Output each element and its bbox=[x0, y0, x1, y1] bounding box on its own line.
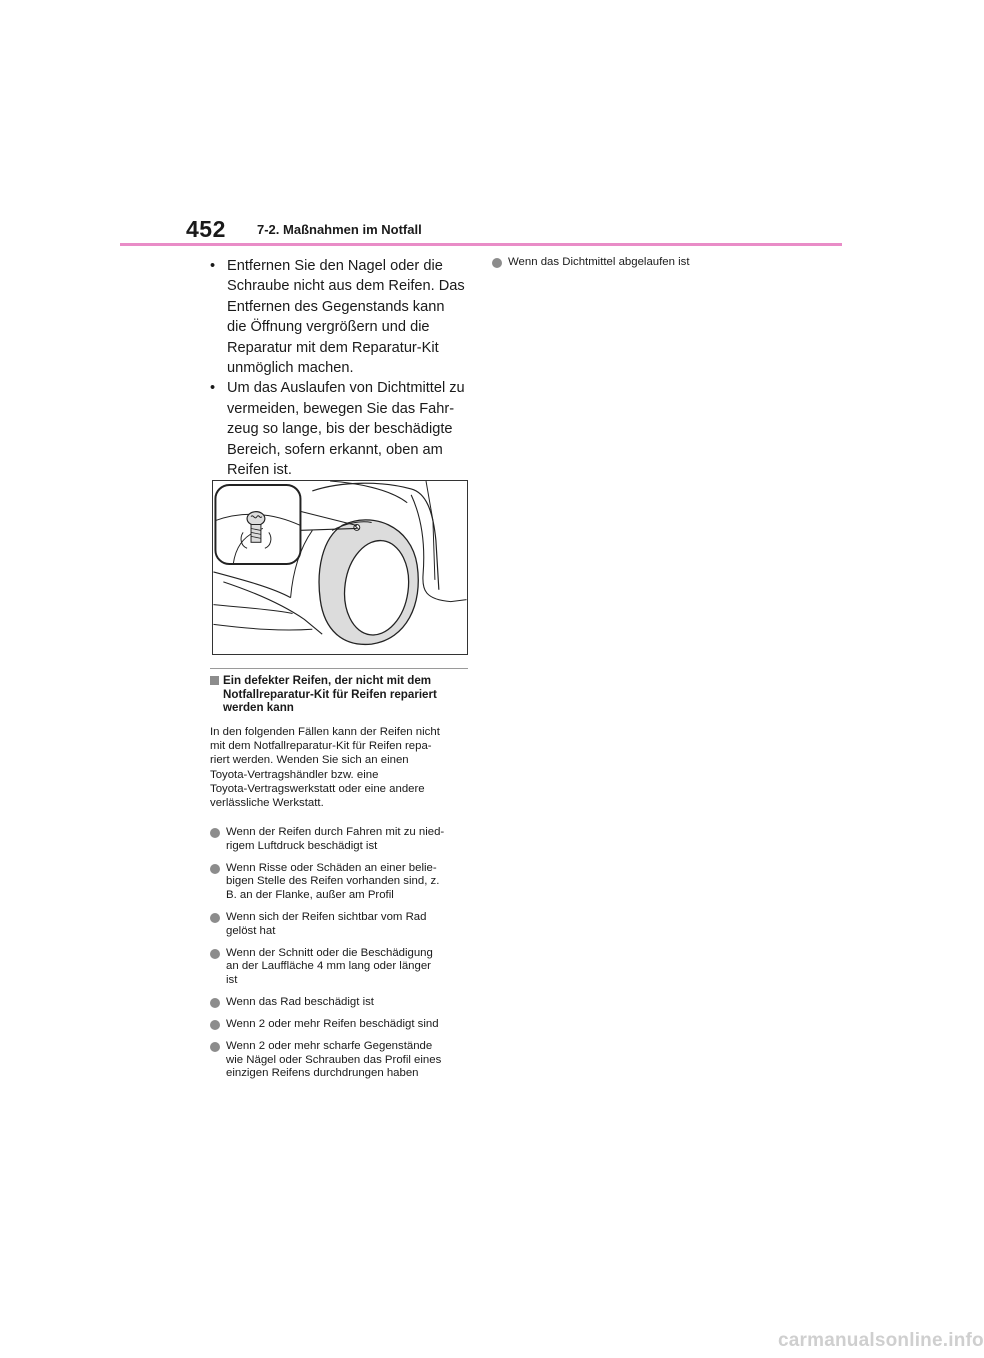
tire-nail-figure bbox=[212, 480, 468, 655]
bullet-circle-icon bbox=[492, 258, 502, 268]
tire-with-nail-illustration-icon bbox=[213, 481, 467, 654]
top-bullet-list bbox=[210, 256, 470, 480]
list-item-text: Wenn das Rad beschädigt ist bbox=[226, 995, 374, 1008]
list-item bbox=[210, 862, 472, 903]
bullet-marker: • bbox=[210, 380, 216, 397]
bullet-line: Entfernen des Gegenstands kann bbox=[227, 298, 445, 315]
bullet-circle-icon bbox=[210, 1042, 220, 1052]
bullet-circle-icon bbox=[210, 864, 220, 874]
bullet-line: Entfernen Sie den Nagel oder die bbox=[227, 258, 443, 274]
list-item bbox=[210, 1018, 472, 1032]
bullet-circle-icon bbox=[210, 949, 220, 959]
list-item bbox=[210, 911, 472, 938]
list-item-text: Wenn 2 oder mehr Reifen beschädigt sind bbox=[226, 1018, 439, 1031]
list-item bbox=[210, 826, 472, 853]
list-item bbox=[210, 256, 470, 378]
list-item bbox=[210, 947, 472, 988]
subsection-paragraph: In den folgenden Fällen kann der Reifen nicht mit dem Notfallreparatur-Kit für Reifen repa- riert werden. Wenden Sie sich an einen Toyota-Vertragshändler bzw. eine Toyota-Vertragswerkstatt oder eine andere verlässliche Werkstatt. bbox=[210, 726, 440, 810]
list-item bbox=[210, 996, 472, 1010]
bullet-line: Um das Auslaufen von Dichtmittel zu bbox=[227, 380, 465, 397]
bullet-circle-icon bbox=[210, 998, 220, 1008]
list-item bbox=[210, 378, 470, 480]
subsection-rule bbox=[210, 668, 468, 669]
page-number: 452 bbox=[186, 216, 226, 242]
list-item bbox=[492, 256, 752, 270]
right-column bbox=[492, 256, 752, 270]
list-item-text: Wenn Risse oder Schäden an einer belie- bigen Stelle des Reifen vorhanden sind, z. B. an der Flanke, außer am Profil bbox=[226, 861, 440, 901]
tire-bullet-list bbox=[210, 826, 472, 1089]
bullet-line: zeug so lange, bis der beschädigte bbox=[227, 421, 453, 438]
bullet-line: Bereich, sofern erkannt, oben am bbox=[227, 441, 443, 458]
header-rule bbox=[120, 243, 842, 246]
subsection-heading bbox=[210, 674, 468, 715]
list-item-text: Wenn sich der Reifen sichtbar vom Rad gelöst hat bbox=[226, 910, 427, 937]
section-title: 7-2. Maßnahmen im Notfall bbox=[257, 222, 422, 237]
bullet-circle-icon bbox=[210, 913, 220, 923]
list-item bbox=[210, 1040, 472, 1081]
bullet-line: vermeiden, bewegen Sie das Fahr- bbox=[227, 400, 455, 417]
list-item-text: Wenn der Reifen durch Fahren mit zu nied- rigem Luftdruck beschädigt ist bbox=[226, 826, 445, 852]
left-column bbox=[210, 256, 470, 480]
bullet-line: Schraube nicht aus dem Reifen. Das bbox=[227, 278, 465, 295]
list-item-text: Wenn der Schnitt oder die Beschädigung an der Lauffläche 4 mm lang oder länger ist bbox=[226, 946, 433, 986]
bullet-circle-icon bbox=[210, 828, 220, 838]
list-item-text: Wenn 2 oder mehr scharfe Gegenstände wie Nägel oder Schrauben das Profil eines einzigen Reifens durchdrungen haben bbox=[226, 1040, 442, 1080]
subsection-heading-text: Ein defekter Reifen, der nicht mit dem Notfallreparatur-Kit für Reifen repariert werden kann bbox=[223, 674, 437, 715]
bullet-line: Reparatur mit dem Reparatur-Kit bbox=[227, 339, 439, 356]
bullet-line: unmöglich machen. bbox=[227, 360, 354, 377]
bullet-circle-icon bbox=[210, 1020, 220, 1030]
heading-square-icon bbox=[210, 676, 219, 685]
bullet-marker: • bbox=[210, 258, 216, 274]
watermark[interactable]: carmanualsonline.info bbox=[778, 1330, 984, 1351]
list-item-text: Wenn das Dichtmittel abgelaufen ist bbox=[508, 256, 690, 268]
bullet-line: Reifen ist. bbox=[227, 462, 292, 479]
bullet-line: die Öffnung vergrößern und die bbox=[227, 319, 430, 336]
